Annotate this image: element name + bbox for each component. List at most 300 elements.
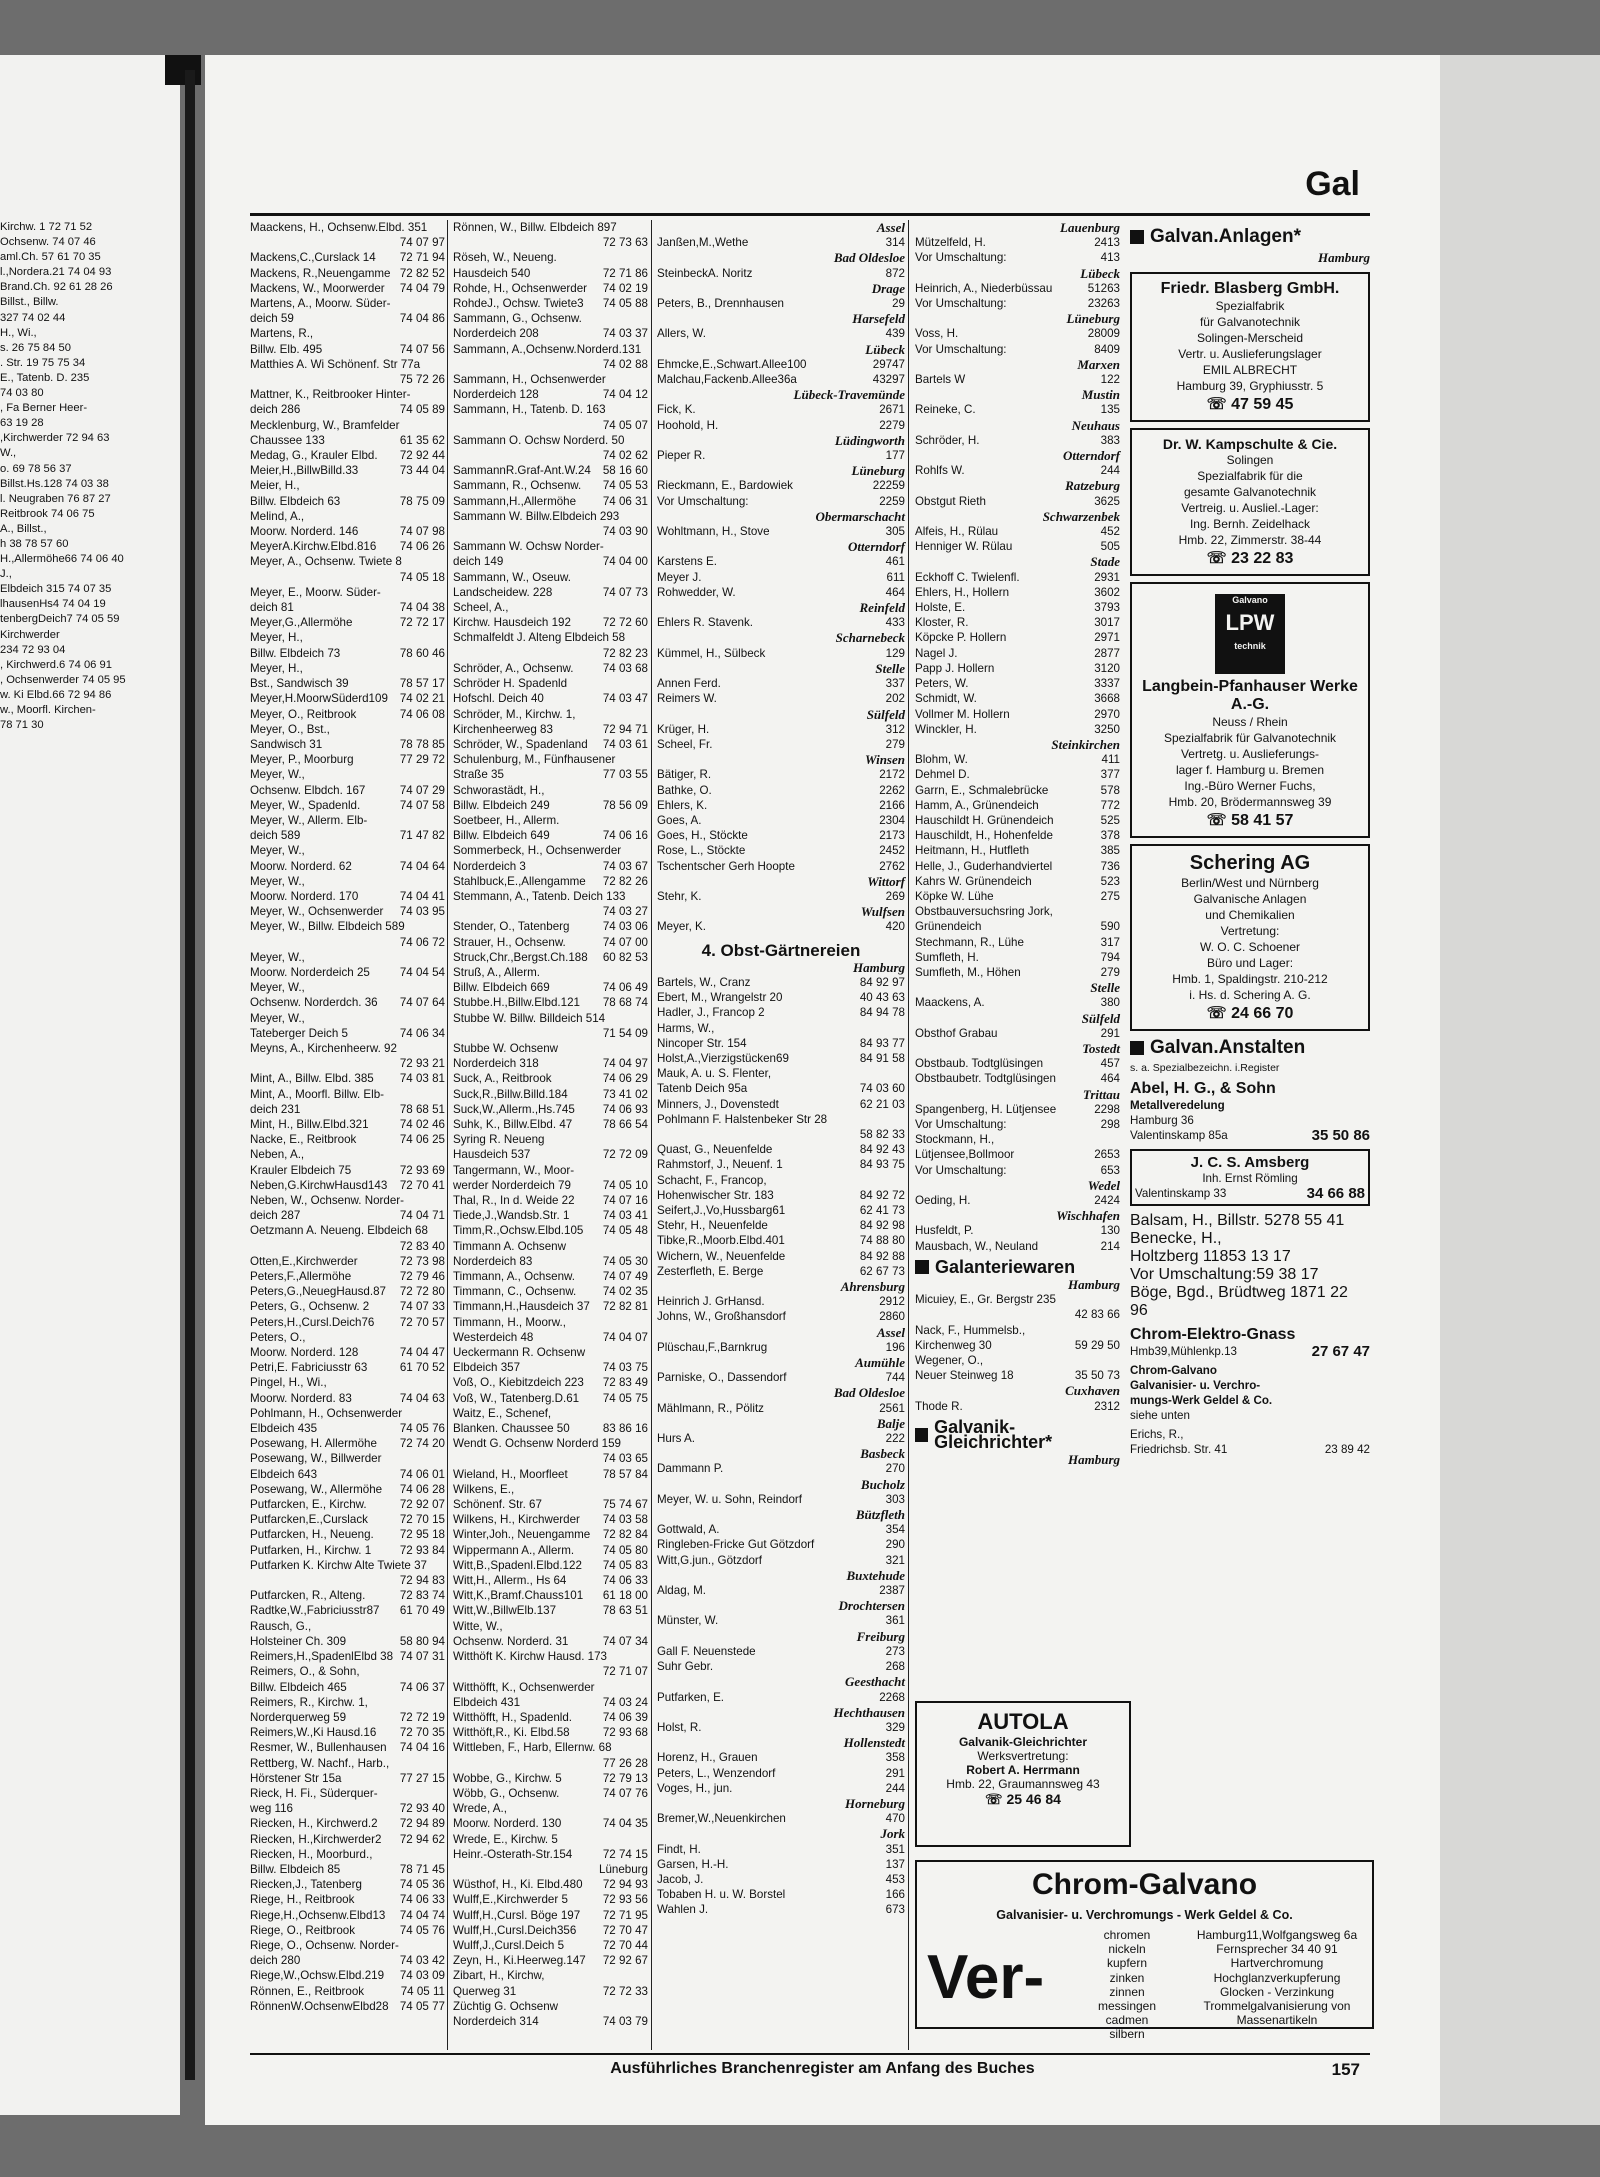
entry-name: Strauer, H., Ochsenw.	[453, 935, 566, 949]
listing-entry	[250, 737, 445, 752]
entry-name: Reineke, C.	[915, 403, 976, 417]
entry-number: 22259	[872, 479, 905, 493]
entry-number: 74 05 88	[602, 297, 648, 311]
entry-number	[441, 1938, 445, 1953]
entry-name: Wrede, A.,	[453, 1802, 507, 1816]
entry-number: 74 06 34	[399, 1026, 445, 1040]
advert-line: Büro und Lager:	[1206, 956, 1294, 970]
entry-number	[441, 767, 445, 782]
entry-name: Witt,B.,Spadenl.Elbd.122	[453, 1558, 582, 1572]
previous-page-text	[0, 55, 180, 733]
entry-name: Heinrich, A., Niederbüssau	[915, 281, 1053, 295]
listing-entry	[250, 1451, 445, 1466]
listing-entry	[657, 418, 905, 433]
entry-name: Billw. Elbdeich 649	[453, 829, 550, 843]
listing-entry	[657, 1553, 905, 1568]
entry-name: Holsteiner Ch. 309	[250, 1634, 347, 1648]
entry-name: Ehlers, K.	[657, 798, 708, 812]
entry-name: Stemmann, A., Tatenb. Deich 133	[453, 889, 626, 903]
advert-line: EMIL ALBRECHT	[1202, 363, 1298, 377]
entry-name: Elbdeich 435	[250, 1422, 318, 1436]
listing-entry	[657, 783, 905, 798]
entry-number: 62 67 73	[859, 1264, 905, 1278]
listing-entry	[915, 342, 1120, 357]
listing-entry	[453, 600, 648, 615]
listing-entry	[657, 1583, 905, 1598]
fragment-line: 78 71 30	[0, 719, 44, 732]
entry-name: Meyer, W.,	[250, 874, 305, 888]
entry-name: Resmer, W., Bullenhausen	[250, 1741, 387, 1755]
fragment-line: w., Moorfl. Kirchen-	[0, 704, 96, 716]
entry-number: 71 54 09	[602, 1026, 648, 1040]
entry-name: Norderquerweg 59	[250, 1710, 347, 1724]
listing-entry	[453, 859, 648, 874]
entry-number: 28009	[1087, 327, 1120, 341]
entry-number: 2561	[879, 1401, 905, 1415]
entry-name: Tatenb Deich 95a	[657, 1082, 748, 1096]
entry-number: 74 03 95	[399, 905, 445, 919]
entry-name: Tateberger Deich 5	[250, 1026, 348, 1040]
listing-entry	[453, 342, 648, 357]
listing-entry	[453, 1482, 648, 1497]
listing-entry	[657, 843, 905, 858]
entry-name: Quast, G., Neuenfelde	[657, 1143, 773, 1157]
listing-entry	[250, 935, 445, 950]
listing-entry	[250, 1269, 445, 1284]
listing-entry	[657, 975, 905, 990]
entry-name: Thal, R., In d. Weide 22	[453, 1194, 575, 1207]
entry-number: 74 06 26	[399, 540, 445, 554]
entry-number: 74 03 09	[399, 1969, 445, 1983]
listing-entry	[453, 585, 648, 600]
entry-name: Sumfleth, M., Höhen	[915, 965, 1021, 979]
entry-name: Holst, R.	[657, 1720, 702, 1734]
entry-number: 74 07 16	[602, 1194, 648, 1207]
entry-number	[1116, 904, 1120, 919]
advert-line: Galvanische Anlagen	[1193, 892, 1307, 906]
entry-number	[441, 357, 445, 372]
entry-number: 51263	[1087, 281, 1120, 295]
entry-number: 74 07 64	[399, 996, 445, 1010]
entry-name: Rieck, H. Fi., Süderquer-	[250, 1786, 378, 1800]
listing-entry	[657, 1203, 905, 1218]
entry-name: Bartels W	[915, 373, 966, 387]
entry-number: 61 35 62	[399, 433, 445, 447]
listing-column-3	[657, 220, 905, 2050]
entry-number	[644, 783, 648, 798]
entry-name: Mackens, R.,Neuengamme	[250, 266, 391, 280]
listing-entry	[657, 235, 905, 250]
listing-entry	[915, 1026, 1120, 1041]
listing-entry	[250, 1117, 445, 1132]
listing-entry	[250, 752, 445, 767]
entry-name: Stechmann, R., Lühe	[915, 935, 1024, 949]
listing-entry	[250, 1847, 445, 1862]
entry-number: 74 03 90	[602, 525, 648, 539]
entry-number: 72 83 74	[399, 1589, 445, 1603]
entry-name: Meyer, W., Ochsenwerder	[250, 905, 384, 919]
entry-number: 74 06 49	[602, 981, 648, 995]
fragment-line: A., Billst.,	[0, 522, 47, 535]
entry-number: 74 04 35	[602, 1817, 648, 1831]
bottom-rule	[250, 2053, 1370, 2055]
advert-line: Vertr. u. Auslieferungslager	[1178, 347, 1322, 361]
listing-entry	[250, 1968, 445, 1983]
entry-name: Wulff,H.,Cursl. Böge 197	[453, 1908, 581, 1922]
entry-number	[441, 1041, 445, 1056]
entry-name: Heinr.-Osterath-Str.154	[453, 1847, 573, 1861]
entry-name: Vollmer M. Hollern	[915, 707, 1010, 721]
entry-name: Stubbe.H.,Billw.Elbd.121	[453, 996, 580, 1010]
listing-entry	[453, 433, 648, 448]
entry-number	[1116, 1292, 1120, 1307]
entry-number	[644, 311, 648, 326]
entry-name: Peters,F.,Allermöhe	[250, 1270, 352, 1284]
listing-entry	[453, 372, 648, 387]
listing-entry	[453, 661, 648, 676]
advert-line: Hamburg 39, Gryphiusstr. 5	[1176, 379, 1324, 393]
listing-entry	[250, 1087, 445, 1102]
listing-entry	[915, 935, 1120, 950]
entry-name: Chaussee 133	[250, 433, 325, 447]
listing-entry	[915, 1399, 1120, 1414]
entry-number: 452	[1100, 525, 1120, 539]
listing-entry	[657, 1005, 905, 1020]
entry-number: 2671	[879, 403, 905, 417]
entry-number	[441, 1695, 445, 1710]
listing-entry	[250, 1558, 445, 1573]
category-heading: Galvan.Anstalten	[1130, 1037, 1370, 1059]
entry-name: Vor Umschaltung:	[915, 251, 1007, 265]
listing-column-4	[915, 220, 1120, 1855]
entry-number: 744	[885, 1371, 905, 1385]
entry-number: 578	[1100, 783, 1120, 797]
entry-name: Mattner, K., Reitbrooker Hinter-	[250, 388, 411, 402]
entry-name: Putfarcken,E.,Curslack	[250, 1513, 368, 1527]
entry-number: 2970	[1094, 707, 1120, 721]
place-heading: Cuxhaven	[1065, 1383, 1120, 1399]
listing-entry	[250, 1512, 445, 1527]
entry-number: 74 06 28	[399, 1482, 445, 1496]
listing-entry	[250, 859, 445, 874]
place-heading: Horneburg	[845, 1795, 905, 1811]
entry-number: 74 88 80	[859, 1234, 905, 1248]
entry-name: Mackens, W., Moorwerder	[250, 281, 385, 295]
entry-name: Lütjensee,Bollmoor	[915, 1148, 1015, 1162]
fragment-line: l.,Nordera.21 74 04 93	[0, 266, 112, 279]
entry-number: 3017	[1094, 616, 1120, 630]
entry-number: 2452	[879, 844, 905, 858]
advert-line: silbern	[1109, 2027, 1145, 2042]
entry-name: Stehr, H., Neuenfelde	[657, 1219, 768, 1233]
entry-number: 74 04 47	[399, 1346, 445, 1360]
advert-line: Ing.-Büro Werner Fuchs,	[1184, 779, 1316, 793]
listing-entry	[250, 1421, 445, 1436]
entry-name: Witt,W.,BillwElb.137	[453, 1604, 557, 1618]
entry-name: Sammann, W., Oseuw.	[453, 570, 571, 584]
listing-entry	[453, 1239, 648, 1254]
entry-name: Riege, O., Reitbrook	[250, 1923, 356, 1937]
listing-entry	[915, 1071, 1120, 1086]
entry-number: 137	[885, 1857, 905, 1871]
listing-entry	[250, 326, 445, 341]
entry-name: Bathke, O.	[657, 783, 712, 797]
place-heading: Balje	[876, 1415, 905, 1431]
entry-name: Wieland, H., Moorfleet	[453, 1467, 568, 1481]
entry-name: Jacob, J.	[657, 1872, 704, 1886]
entry-number: 78 78 85	[399, 737, 445, 751]
place-heading: Otterndorf	[847, 539, 905, 555]
entry-name: Reimers, R., Kirchw. 1,	[250, 1695, 368, 1709]
entry-name: Wendt G. Ochsenw Norderd 159	[453, 1437, 621, 1451]
listing-entry	[453, 2014, 648, 2029]
listing-entry	[453, 1360, 648, 1375]
entry-name: Wichern, W., Neuenfelde	[657, 1249, 786, 1263]
listing-entry	[657, 813, 905, 828]
entry-name: deich 280	[250, 1954, 301, 1968]
listing-entry	[657, 524, 905, 539]
entry-number: 74 03 58	[602, 1513, 648, 1527]
entry-name: Papp J. Hollern	[915, 661, 995, 675]
entry-name: Struck,Chr.,Bergst.Ch.188	[453, 950, 588, 964]
entry-number	[644, 707, 648, 722]
entry-number: 273	[885, 1644, 905, 1658]
listing-entry	[453, 798, 648, 813]
listing-entry	[453, 296, 648, 311]
entry-name: Putfarcken, E., Kirchw.	[250, 1498, 367, 1512]
listing-entry	[453, 1558, 648, 1573]
advert-line: i. Hs. d. Schering A. G.	[1189, 988, 1311, 1002]
entry-number: 74 07 97	[399, 236, 445, 250]
entry-name: Obstbaub. Todtglüsingen	[915, 1057, 1044, 1071]
entry-name: Sammann, A.,Ochsenw.Norderd.131	[453, 342, 642, 356]
entry-number: 72 94 83	[399, 1574, 445, 1588]
listing-entry	[250, 1634, 445, 1649]
entry-name: Suhk, K., Billw.Elbd. 47	[453, 1117, 573, 1131]
entry-number: 72 72 19	[399, 1710, 445, 1724]
entry-number	[644, 1011, 648, 1026]
entry-number: 74 04 00	[602, 555, 648, 569]
listing-entry	[453, 767, 648, 782]
entry-name: Riege, O., Ochsenw. Norder-	[250, 1938, 399, 1952]
listing-entry	[453, 1299, 648, 1314]
entry-number	[441, 387, 445, 402]
entry-number	[1116, 1353, 1120, 1368]
entry-number: 75 72 26	[399, 373, 445, 387]
listing-entry	[250, 1832, 445, 1847]
listing-entry	[657, 1431, 905, 1446]
entry-number: 84 92 97	[859, 975, 905, 989]
entry-name: Blohm, W.	[915, 753, 968, 767]
entry-name: Winckler, H.	[915, 722, 977, 736]
listing-entry	[657, 494, 905, 509]
listing-entry	[250, 600, 445, 615]
listing-block	[1130, 1212, 1370, 1320]
listing-entry	[453, 980, 648, 995]
listing-entry	[453, 1756, 648, 1771]
listing-entry	[250, 1649, 445, 1664]
listing-entry	[915, 859, 1120, 874]
entry-name: Thode R.	[915, 1399, 963, 1413]
entry-number	[644, 1132, 648, 1147]
entry-name: Bätiger, R.	[657, 768, 712, 782]
listing-entry	[657, 1690, 905, 1705]
listing-entry	[657, 1766, 905, 1781]
entry-number: 3602	[1094, 585, 1120, 599]
entry-number: 61 70 49	[399, 1604, 445, 1618]
listing-entry	[250, 296, 445, 311]
entry-name: Schröder, A., Ochsenw.	[453, 661, 574, 675]
entry-number: 420	[885, 920, 905, 934]
entry-number: 290	[885, 1538, 905, 1552]
entry-name: Tobaben H. u. W. Borstel	[657, 1888, 786, 1902]
fragment-line: s. 26 75 84 50	[0, 341, 71, 354]
fragment-line: Elbdeich 315 74 07 35	[0, 583, 112, 596]
entry-name: Moorw. Norderd. 130	[453, 1817, 562, 1831]
entry-name: Micuiey, E., Gr. Bergstr 235	[915, 1293, 1056, 1307]
listing-entry	[657, 1811, 905, 1826]
entry-name: Zibart, H., Kirchw,	[453, 1969, 545, 1983]
entry-number: 71 47 82	[399, 829, 445, 843]
entry-name: Moorw. Norderd. 146	[250, 525, 359, 539]
listing-entry	[657, 1613, 905, 1628]
listing-entry	[657, 1264, 905, 1279]
advert-services	[1072, 1928, 1182, 2042]
entry-name: Sammann, H., Tatenb. D. 163	[453, 403, 606, 417]
listing-entry	[453, 1178, 648, 1193]
listing-entry	[453, 995, 648, 1010]
entry-number: 35 50 73	[1074, 1369, 1120, 1383]
listing-entry	[657, 326, 905, 341]
fragment-line: w. Ki Elbd.66 72 94 86	[0, 688, 112, 701]
entry-number: 3793	[1094, 601, 1120, 615]
entry-number: 72 93 68	[602, 1726, 648, 1740]
entry-name: Norderdeich 3	[453, 859, 526, 873]
entry-number	[441, 1147, 445, 1162]
advert-line: Hartverchromung	[1230, 1956, 1324, 1971]
entry-number: 84 92 72	[859, 1188, 905, 1202]
entry-name: Wulff,E.,Kirchwerder 5	[453, 1893, 568, 1907]
listing-entry	[1130, 1212, 1370, 1230]
listing-entry	[250, 1208, 445, 1223]
entry-name: Wulff,J.,Cursl.Deich 5	[453, 1938, 565, 1952]
entry-name: Struß, A., Allerm.	[453, 965, 540, 979]
listing-entry	[657, 570, 905, 585]
entry-name: Mützelfeld, H.	[915, 236, 986, 250]
listing-entry	[657, 1309, 905, 1324]
entry-number: 470	[885, 1812, 905, 1826]
entry-number: 77 26 28	[602, 1756, 648, 1770]
entry-number	[644, 1041, 648, 1056]
listing-entry	[250, 1619, 445, 1634]
entry-name: Sommerbeck, H., Ochsenwerder	[453, 844, 622, 858]
listing-entry	[657, 1066, 905, 1081]
fragment-line: H.,Allermöhe66 74 06 40	[0, 553, 124, 566]
advert-line: kupfern	[1106, 1956, 1148, 1971]
listing-entry	[250, 509, 445, 524]
entry-number: 72 94 89	[399, 1817, 445, 1831]
entry-number: 72 82 52	[399, 266, 445, 280]
entry-name: Rönnen, E., Reitbrook	[250, 1984, 365, 1998]
entry-number: 58 80 94	[399, 1634, 445, 1648]
listing-entry	[453, 1011, 648, 1026]
entry-number: 3625	[1094, 494, 1120, 508]
entry-number: 202	[885, 692, 905, 706]
listing-entry	[915, 630, 1120, 645]
listing-entry	[915, 615, 1120, 630]
listing-entry	[453, 1223, 648, 1238]
entry-number: 279	[885, 737, 905, 751]
place-heading: Sülfeld	[866, 706, 905, 722]
entry-number: 2312	[1094, 1399, 1120, 1413]
fragment-line: l. Neugraben 76 87 27	[0, 492, 111, 505]
entry-number	[441, 220, 445, 235]
advert-column: Galvan.Anlagen* Hamburg Friedr. Blasberg GmbH. Spezialfabrik für Galvanotechnik Solingen-Merscheid Vertr. u. Auslieferungslager EMIL ALBRECHT Hamburg 39, Gryphiusstr. 5 ☏ 47 59 45 Dr. W. Kampschulte & Cie. Solingen Spezialfabrik für die gesamte Galvanotechnik Vertreig. u. Ausliel.-Lager: Ing. Bernh. Zeidelhack Hmb. 22, Zimmerstr. 38-44 ☏ 23 22 83 Galvano LPW technik Langbein-Pfanhauser Werke A.-G. Neuss / Rhein Spezialfabrik für Galvanotechnik Vertretg. u. Auslieferungs- lager f. Hamburg u. Bremen Ing.-Büro Werner Fuchs, Hmb. 20, Brödermannsweg 39 ☏ 58 41 57 Schering AG Berlin/West und Nürnberg Galvanische Anlagen und Chemikalien Vertretung: W. O. C. Schoener Büro und Lager: Hmb. 1, Spaldingstr. 210-212 i. Hs. d. Schering A. G. ☏ 24 66 70 Galvan.Anstalten s. a. Spezialbezeichn. i.Register Abel, H. G., & Sohn Metallveredelung Hamburg 36 Valentinskamp 85a 35 50 86 J. C. S. Amsberg Inh. Ernst Römling Valentinskamp 33 34 66 88 Balsam, H., Billstr. 5278 55 41 Benecke, H., Holtzberg 11853 13 17 Vor Umschaltung:59 38 17 Böge, Bgd., Brüdtweg 1871 22 96 Chrom-Elektro-Gnass Hmb39,Mühlenkp.13 27 67 47 Chrom-Galvano Galvanisier- u. Verchro- mungs-Werk Geldel & Co. siehe unten Erichs, R., Friedrichsb. Str. 41 23 89 42	[1130, 226, 1370, 1456]
entry-number: 74 03 81	[399, 1072, 445, 1086]
place-heading: Wedel	[1087, 1177, 1120, 1193]
listing-entry	[250, 1482, 445, 1497]
listing-entry	[915, 813, 1120, 828]
advert-line: Spezialfabrik für die	[1197, 469, 1303, 483]
entry-number	[441, 843, 445, 858]
entry-name: Stockmann, H.,	[915, 1133, 995, 1147]
entry-number: 2259	[879, 494, 905, 508]
entry-number: 72 70 44	[602, 1938, 648, 1952]
listing-entry	[453, 676, 648, 691]
listing-entry	[453, 1816, 648, 1831]
listing-entry	[657, 859, 905, 874]
entry-name: Krauler Elbdeich 75	[250, 1163, 352, 1177]
entry-name: Witthöft,R., Ki. Elbd.58	[453, 1726, 570, 1740]
place-heading: Geesthacht	[845, 1674, 905, 1690]
entry-number: 72 95 18	[399, 1528, 445, 1542]
entry-number: 74 06 25	[399, 1133, 445, 1147]
entry-number	[901, 1021, 905, 1036]
listing-entry	[915, 874, 1120, 889]
entry-number: 72 93 56	[602, 1893, 648, 1907]
listing-entry	[453, 1102, 648, 1117]
entry-name: Petri,E. Fabriciusstr 63	[250, 1361, 368, 1375]
entry-number: 71 22 96	[1130, 1284, 1348, 1319]
listing-entry	[657, 372, 905, 387]
listing-column-1	[250, 220, 445, 2050]
listing-entry	[657, 1218, 905, 1233]
entry-name: Meyer,H.MoorwSüderd109	[250, 692, 388, 706]
entry-number: 53 13 17	[1228, 1248, 1291, 1265]
listing-entry	[915, 326, 1120, 341]
entry-number	[644, 342, 648, 357]
entry-name: Seifert,J.,Vo,Hussbarg61	[657, 1204, 786, 1217]
entry-number: 2298	[1094, 1102, 1120, 1116]
listing-entry	[250, 1923, 445, 1938]
entry-number: 2173	[879, 829, 905, 843]
entry-number	[644, 752, 648, 767]
entry-number: 453	[885, 1872, 905, 1886]
entry-name: werder Norderdeich 79	[453, 1178, 571, 1192]
listing-entry	[915, 798, 1120, 813]
listing-entry	[453, 1527, 648, 1542]
listing-entry	[250, 1102, 445, 1117]
entry-number: 74 07 31	[399, 1650, 445, 1664]
listing-entry	[453, 1132, 648, 1147]
entry-name: Goes, H., Stöckte	[657, 829, 748, 843]
entry-name: Münster, W.	[657, 1614, 719, 1628]
listing-entry	[250, 1801, 445, 1816]
entry-number: 29747	[872, 357, 905, 371]
entry-name: Stubbe W. Ochsenw	[453, 1041, 559, 1055]
entry-number: 411	[1101, 753, 1120, 767]
listing-entry	[250, 646, 445, 661]
